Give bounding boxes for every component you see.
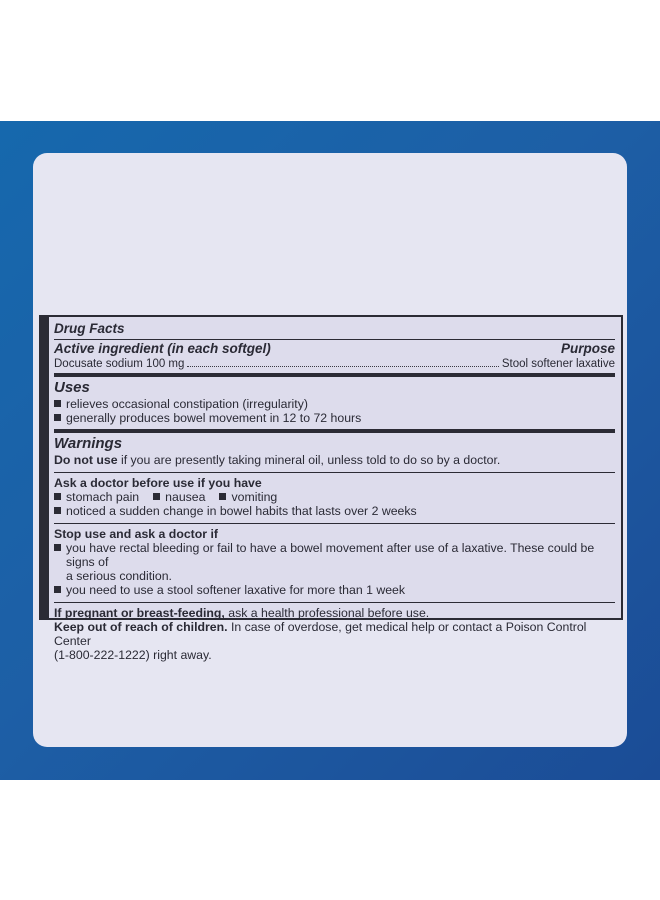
square-bullet-icon — [54, 414, 61, 421]
list-item: stomach pain — [54, 490, 139, 504]
warnings-section — [54, 429, 615, 662]
ingredient-row — [54, 357, 615, 373]
do-not-use-statement: Do not use if you are presently taking mineral oil, unless told to do so by a doctor. — [54, 453, 501, 467]
list-item: vomiting — [219, 490, 277, 504]
square-bullet-icon — [54, 493, 61, 500]
keep-out-statement: Keep out of reach of children. In case of overdose, get medical help or contact a Poison Control Center — [54, 620, 587, 648]
list-item: you need to use a stool softener laxative for more than 1 week — [54, 583, 615, 597]
ask-doctor-heading: Ask a doctor before use if you have — [54, 476, 262, 490]
list-item: you have rectal bleeding or fail to have a bowel movement after use of a laxative. These could be signs of — [54, 541, 615, 569]
list-item: generally produces bowel movement in 12 to 72 hours — [54, 411, 615, 425]
ask-doctor-subsection — [54, 472, 615, 523]
square-bullet-icon — [54, 544, 61, 551]
square-bullet-icon — [153, 493, 160, 500]
square-bullet-icon — [54, 586, 61, 593]
uses-section — [54, 373, 615, 429]
square-bullet-icon — [219, 493, 226, 500]
stop-use-subsection: Stop use and ask a doctor if you have rectal bleeding or fail to have a bowel movement after use of a laxative. These could be signs of a serious condition. you need to use a stool softener laxative for more than 1 week — [54, 523, 615, 602]
warnings-heading: Warnings — [54, 435, 123, 452]
poison-control-line: (1-800-222-1222) right away. — [54, 648, 212, 662]
pregnancy-statement: If pregnant or breast-feeding, ask a health professional before use. — [54, 606, 430, 620]
list-item: nausea — [153, 490, 205, 504]
square-bullet-icon — [54, 400, 61, 407]
drug-facts-panel — [39, 315, 623, 662]
leader-dots — [187, 365, 498, 367]
stop-use-heading: Stop use and ask a doctor if — [54, 527, 218, 541]
active-ingredient-heading: Active ingredient (in each softgel) — [54, 341, 271, 356]
purpose-heading: Purpose — [560, 341, 615, 356]
uses-heading: Uses — [54, 379, 90, 396]
ingredient-name: Docusate sodium 100 mg — [54, 358, 185, 370]
drug-facts-title: Drug Facts — [54, 321, 125, 336]
pregnancy-children-subsection — [54, 602, 615, 662]
list-item: relieves occasional constipation (irregularity) — [54, 397, 615, 411]
list-item: noticed a sudden change in bowel habits that lasts over 2 weeks — [54, 504, 615, 518]
ingredient-purpose: Stool softener laxative — [501, 358, 615, 370]
square-bullet-icon — [54, 507, 61, 514]
active-ingredient-section — [54, 339, 615, 373]
drug-facts-header — [54, 317, 615, 337]
